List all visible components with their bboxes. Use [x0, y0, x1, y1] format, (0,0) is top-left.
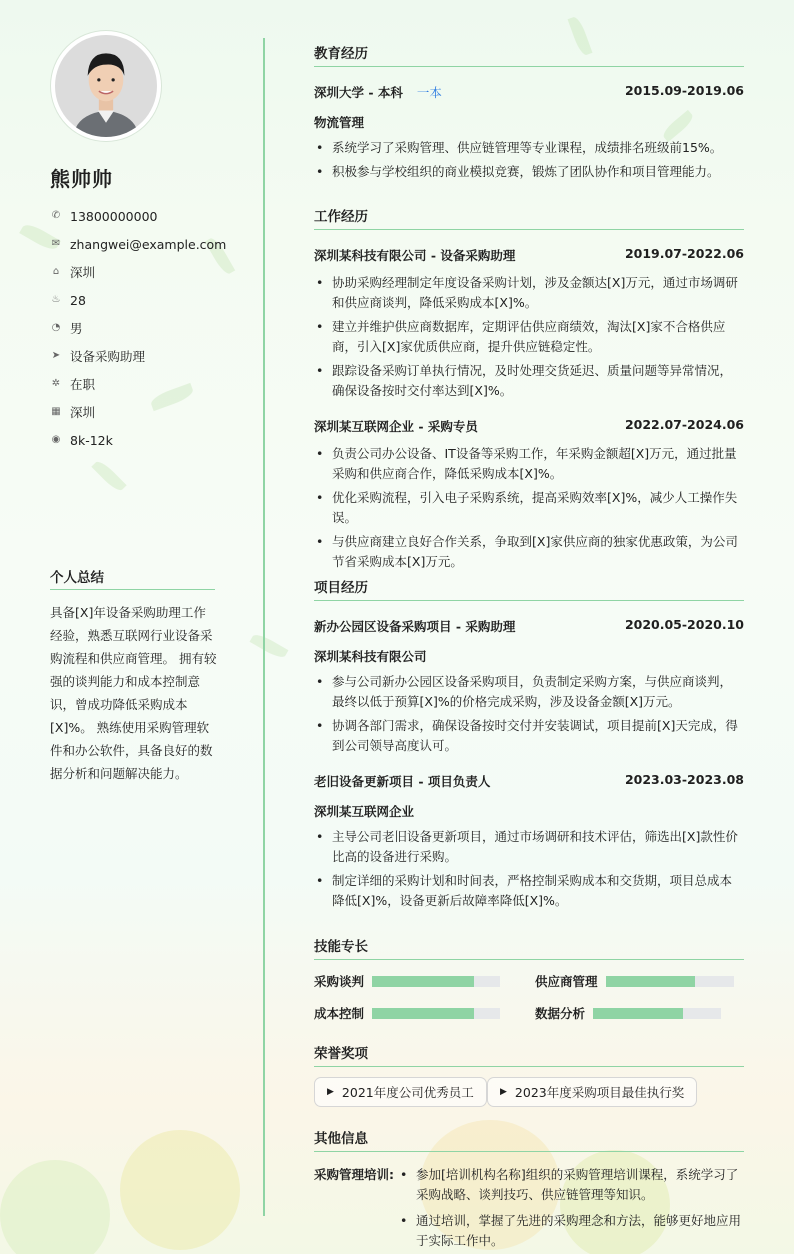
info-status	[50, 370, 226, 398]
job-date: 2019.07-2022.06	[624, 246, 744, 261]
project-row	[314, 617, 744, 635]
salary-icon: ◉	[51, 434, 61, 445]
job-row	[314, 417, 744, 435]
list-item: • 负责公司办公设备、IT设备等采购工作，年采购金额超[X]万元，通过批量采购和供应商合作，降低采购成本[X]%。	[314, 444, 744, 484]
skill-item	[314, 972, 500, 990]
skill-item	[314, 1004, 500, 1022]
contact-info-list	[50, 202, 226, 454]
list-item: • 与供应商建立良好合作关系，争取到[X]家供应商的独家优惠政策，为公司节省采购成本[X]万元。	[314, 532, 744, 572]
list-item: • 参与公司新办公园区设备采购项目，负责制定采购方案，与供应商谈判，最终以低于预算[X]%的价格完成采购，涉及设备金额[X]万元。	[314, 672, 744, 712]
list-item: • 优化采购流程，引入电子采购系统，提高采购效率[X]%，减少人工操作失误。	[314, 488, 744, 528]
section-title: 其他信息	[314, 1127, 744, 1152]
sidebar	[0, 0, 264, 1254]
avatar	[51, 31, 161, 141]
job-date: 2022.07-2024.06	[624, 417, 744, 432]
project-org: 深圳某互联网企业	[314, 804, 415, 819]
info-age	[50, 286, 226, 314]
job-bullets	[314, 444, 744, 572]
skill-name: 数据分析	[535, 1006, 586, 1021]
school-name: 深圳大学 - 本科	[314, 85, 403, 100]
info-value: 设备采购助理	[70, 349, 146, 364]
other-label: 采购管理培训:	[314, 1167, 394, 1182]
info-phone	[50, 202, 226, 230]
send-icon: ➤	[51, 350, 61, 361]
work-section	[314, 205, 744, 572]
project-org: 深圳某科技有限公司	[314, 649, 427, 664]
school-tag: 一本	[416, 85, 442, 100]
projects-section	[314, 576, 744, 911]
skills-section	[314, 935, 744, 1025]
job-bullets	[314, 273, 744, 401]
summary-text: 具备[X]年设备采购助理工作经验，熟悉互联网行业设备采购流程和供应商管理。 拥有较强的谈判能力和成本控制意识，曾成功降低采购成本[X]%。 熟练使用采购管理软件和办公软件，具备良好的数据分析和问题解决能力。	[50, 605, 217, 781]
skill-name: 采购谈判	[314, 974, 365, 989]
info-value: 深圳	[70, 405, 96, 420]
job-row	[314, 246, 744, 264]
play-icon: ▶	[327, 1087, 334, 1097]
list-item: • 制定详细的采购计划和时间表，严格控制采购成本和交货期，项目总成本降低[X]%，设备更新后故障率降低[X]%。	[314, 871, 744, 911]
skill-item	[535, 1004, 721, 1022]
skill-name: 成本控制	[314, 1006, 365, 1021]
skill-bar	[606, 976, 734, 987]
list-item: • 建立并维护供应商数据库，定期评估供应商绩效，淘汰[X]家不合格供应商，引入[X]家优质供应商，提升供应链稳定性。	[314, 317, 744, 357]
list-item: • 参加[培训机构名称]组织的采购管理培训课程，系统学习了采购战略、谈判技巧、供应链管理等知识。	[398, 1165, 744, 1205]
play-icon: ▶	[500, 1087, 507, 1097]
list-item: • 协助采购经理制定年度设备采购计划，涉及金额达[X]万元，通过市场调研和供应商谈判，降低采购成本[X]%。	[314, 273, 744, 313]
column-divider	[263, 38, 265, 1216]
skill-name: 供应商管理	[535, 974, 598, 989]
list-item: • 协调各部门需求，确保设备按时交付并安装调试，项目提前[X]天完成，得到公司领导高度认可。	[314, 716, 744, 756]
info-value: zhangwei@example.com	[70, 236, 227, 252]
section-title: 教育经历	[314, 42, 744, 67]
education-section	[314, 42, 744, 182]
section-title: 项目经历	[314, 576, 744, 601]
profile-name: 熊帅帅	[50, 167, 113, 191]
skill-bar-fill	[606, 976, 696, 987]
education-major: 物流管理	[314, 115, 365, 130]
info-value: 深圳	[70, 265, 96, 280]
info-value: 28	[70, 292, 86, 308]
education-date: 2015.09-2019.06	[624, 83, 744, 98]
project-date: 2023.03-2023.08	[624, 772, 744, 787]
info-location	[50, 398, 226, 426]
skill-bar-fill	[593, 1008, 683, 1019]
info-email	[50, 230, 226, 258]
list-item: • 跟踪设备采购订单执行情况，及时处理交货延迟、质量问题等异常情况，确保设备按时交付率达到[X]%。	[314, 361, 744, 401]
honors-section	[314, 1042, 744, 1112]
info-value: 8k-12k	[70, 432, 113, 448]
other-entry	[314, 1165, 744, 1251]
skill-bar	[593, 1008, 721, 1019]
avatar-photo	[55, 35, 157, 137]
skill-bar-fill	[372, 1008, 474, 1019]
section-title: 工作经历	[314, 205, 744, 230]
award-badge	[487, 1077, 697, 1107]
skill-bar	[372, 1008, 500, 1019]
info-gender	[50, 314, 226, 342]
award-label: 2023年度采购项目最佳执行奖	[514, 1085, 685, 1100]
info-city	[50, 258, 226, 286]
phone-icon: ✆	[51, 210, 61, 221]
list-item: • 通过培训，掌握了先进的采购理念和方法，能够更好地应用于实际工作中。	[398, 1211, 744, 1251]
project-row	[314, 772, 744, 790]
other-bullets	[398, 1165, 744, 1251]
info-salary	[50, 426, 226, 454]
section-title: 荣誉奖项	[314, 1042, 744, 1067]
list-item: • 主导公司老旧设备更新项目，通过市场调研和技术评估，筛选出[X]款性价比高的设备进行采购。	[314, 827, 744, 867]
project-bullets	[314, 672, 744, 756]
skill-bar-fill	[372, 976, 474, 987]
cake-icon: ♨	[51, 294, 61, 305]
status-icon: ✲	[51, 378, 61, 389]
project-date: 2020.05-2020.10	[624, 617, 744, 632]
info-value: 在职	[70, 377, 96, 392]
building-icon: ▦	[51, 406, 61, 417]
award-label: 2021年度公司优秀员工	[341, 1085, 474, 1100]
gender-icon: ◔	[51, 322, 61, 333]
education-bullets	[314, 138, 744, 182]
info-value: 男	[70, 321, 83, 336]
education-row	[314, 83, 744, 101]
project-heading: 老旧设备更新项目 - 项目负责人	[314, 774, 491, 789]
job-heading: 深圳某互联网企业 - 采购专员	[314, 419, 478, 434]
skill-bar	[372, 976, 500, 987]
summary-title: 个人总结	[50, 566, 215, 590]
info-position	[50, 342, 226, 370]
mail-icon: ✉	[51, 238, 61, 249]
project-bullets	[314, 827, 744, 911]
job-heading: 深圳某科技有限公司 - 设备采购助理	[314, 248, 516, 263]
home-icon: ⌂	[52, 266, 60, 277]
skill-item	[535, 972, 734, 990]
info-value: 13800000000	[70, 208, 158, 224]
list-item: • 积极参与学校组织的商业模拟竞赛，锻炼了团队协作和项目管理能力。	[314, 162, 744, 182]
project-heading: 新办公园区设备采购项目 - 采购助理	[314, 619, 516, 634]
list-item: • 系统学习了采购管理、供应链管理等专业课程，成绩排名班级前15%。	[314, 138, 744, 158]
other-section	[314, 1127, 744, 1251]
section-title: 技能专长	[314, 935, 744, 960]
award-badge	[314, 1077, 487, 1107]
